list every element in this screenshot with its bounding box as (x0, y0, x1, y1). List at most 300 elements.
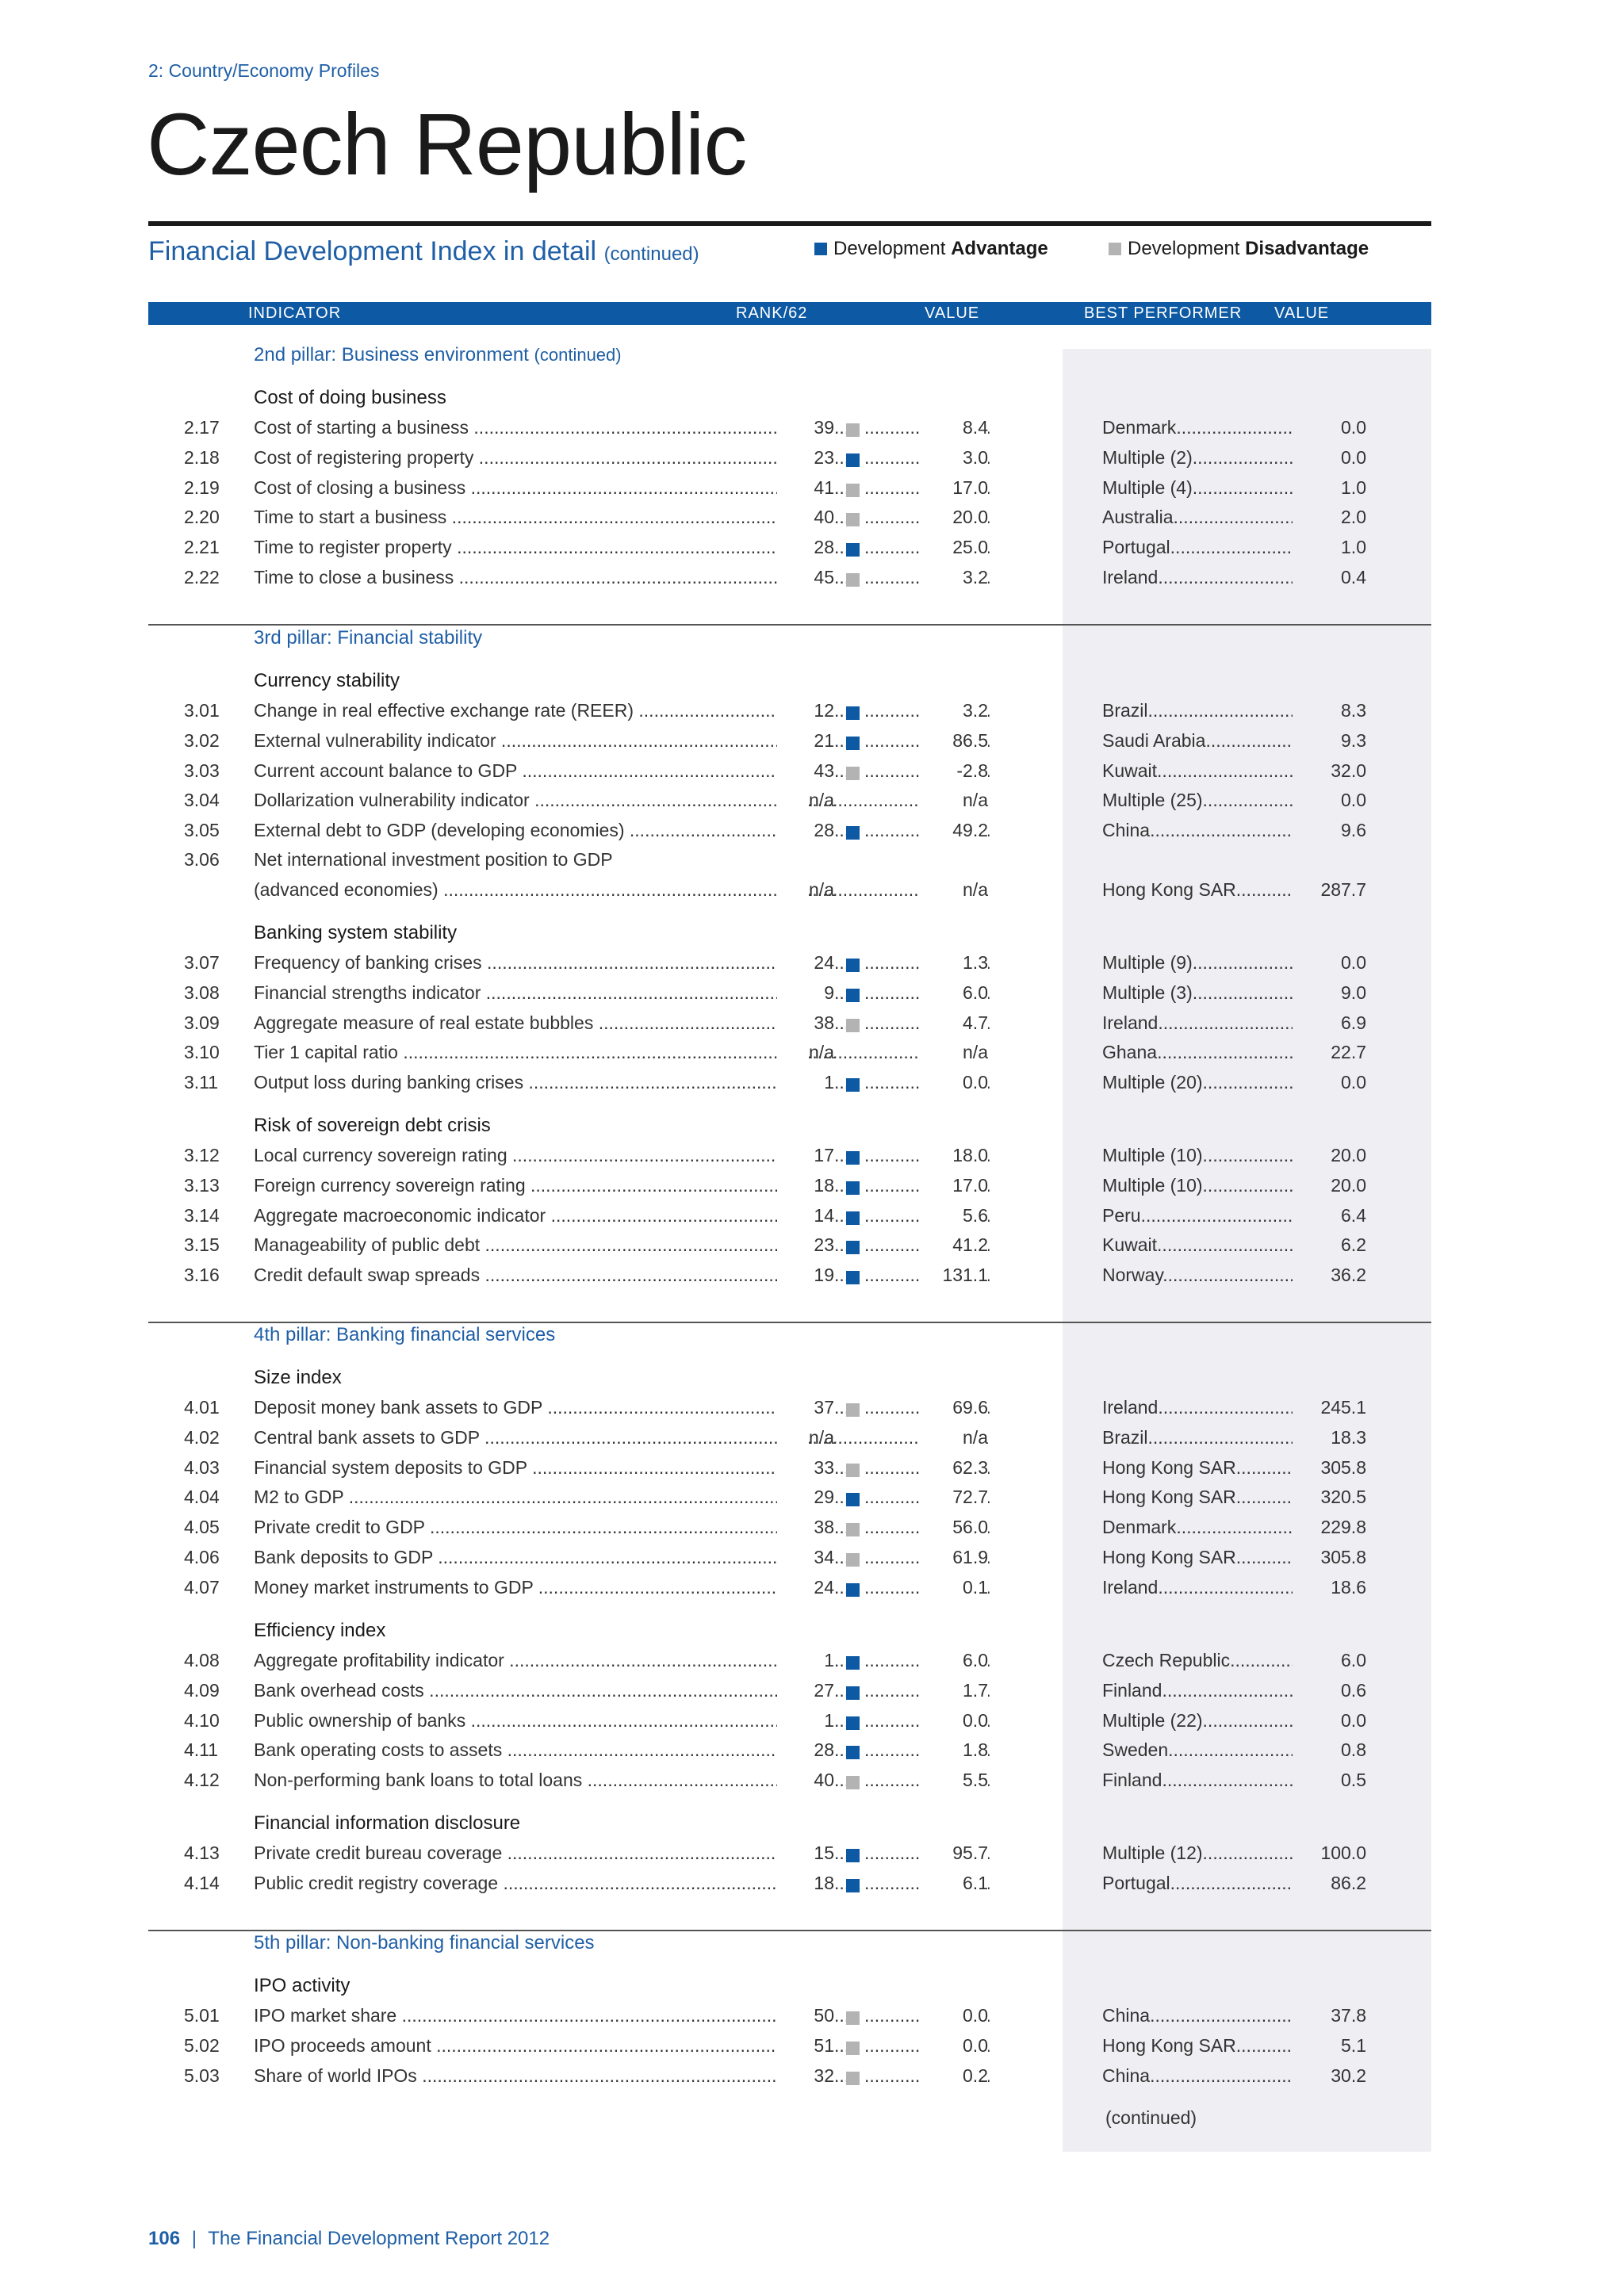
row-dots (834, 1680, 846, 1701)
row-best-performer: Saudi Arabia ..... (1102, 730, 1356, 752)
row-value: 18.0 (920, 1145, 988, 1166)
pillar-title: 4th pillar: Banking financial services (254, 1324, 556, 1345)
row-value: 131.1 (920, 1265, 988, 1286)
row-rank: 17 (777, 1145, 834, 1166)
row-number: 4.13 (184, 1843, 220, 1863)
row-rank: 51 (777, 2035, 834, 2057)
row-best-performer: Denmark ..... (1102, 417, 1356, 438)
row-best-value: 6.4 (1293, 1205, 1366, 1226)
row-value: 5.6 (920, 1205, 988, 1226)
footer-separator: | (191, 2228, 197, 2249)
table-row (0, 760, 1624, 786)
table-row (0, 982, 1624, 1008)
disadvantage-square-icon (846, 1403, 860, 1417)
row-best-value: 1.0 (1293, 477, 1366, 499)
row-number: 4.06 (184, 1547, 220, 1567)
row-number: 2.20 (184, 507, 220, 528)
row-best-performer: Multiple (10) ..... (1102, 1175, 1356, 1196)
row-rank: n/a (777, 790, 834, 811)
row-best-value: 0.0 (1293, 447, 1366, 469)
table-row (0, 1205, 1624, 1230)
row-number: 3.13 (184, 1174, 220, 1196)
row-dots (834, 1012, 846, 1034)
row-indicator: Local currency sovereign rating ..... (254, 1145, 785, 1166)
disadvantage-square-icon (846, 1523, 860, 1536)
row-rank: 40 (777, 507, 834, 528)
row-indicator: Aggregate profitability indicator ..... (254, 1650, 785, 1671)
page-number: 106 (148, 2228, 181, 2249)
row-best-performer: Multiple (4) ..... (1102, 477, 1356, 499)
row-best-value: 0.4 (1293, 567, 1366, 588)
row-best-value: 320.5 (1293, 1487, 1366, 1508)
row-rank: 1 (777, 1072, 834, 1093)
row-indicator: Share of world IPOs ..... (254, 2065, 785, 2087)
index-title-continued: (continued) (603, 243, 699, 265)
row-best-performer: China ..... (1102, 820, 1356, 841)
table-row (0, 1012, 1624, 1038)
row-dots (834, 982, 846, 1004)
row-rank: 9 (777, 982, 834, 1004)
advantage-square-icon (846, 737, 860, 750)
row-value: 6.0 (920, 1650, 988, 1671)
row-best-value: 22.7 (1293, 1042, 1366, 1063)
row-best-performer: China ..... (1102, 2065, 1356, 2087)
row-rank: 1 (777, 1710, 834, 1732)
header-rank: RANK/62 (736, 304, 808, 322)
row-value: 95.7 (920, 1843, 988, 1864)
row-indicator: Bank deposits to GDP ..... (254, 1547, 785, 1568)
advantage-square-icon (846, 1583, 860, 1597)
disadvantage-square-icon (846, 1464, 860, 1477)
disadvantage-square-icon (846, 2042, 860, 2055)
row-indicator: Bank overhead costs ..... (254, 1680, 785, 1701)
row-value: n/a (920, 1042, 988, 1063)
row-indicator: Cost of starting a business ..... (254, 417, 785, 438)
row-indicator: Time to register property ..... (254, 537, 785, 558)
index-title (148, 236, 699, 267)
row-value: 3.2 (920, 700, 988, 721)
row-best-performer: Sweden ..... (1102, 1739, 1356, 1761)
row-best-value: 9.6 (1293, 820, 1366, 841)
header-best-value: VALUE (1274, 304, 1330, 322)
row-value: 0.0 (920, 1072, 988, 1093)
disadvantage-square-icon (846, 1776, 860, 1789)
row-indicator-line1: Net international investment position to GDP (254, 849, 613, 870)
row-indicator: Credit default swap spreads ..... (254, 1265, 785, 1286)
row-rank: 12 (777, 700, 834, 721)
table-row (0, 1547, 1624, 1572)
table-row (0, 730, 1624, 756)
row-rank: 15 (777, 1843, 834, 1864)
row-value: 0.0 (920, 2035, 988, 2057)
row-indicator: IPO market share ..... (254, 2005, 785, 2026)
subsection-title: Currency stability (254, 670, 400, 691)
subsection-title: Cost of doing business (254, 387, 446, 408)
row-indicator: Money market instruments to GDP ..... (254, 1577, 785, 1598)
row-number: 3.06 (184, 849, 220, 870)
row-rank: 18 (777, 1873, 834, 1894)
row-number: 3.03 (184, 760, 220, 781)
row-best-value: 1.0 (1293, 537, 1366, 558)
row-best-performer: Multiple (25) ..... (1102, 790, 1356, 811)
table-row (0, 447, 1624, 473)
table-header (148, 302, 1431, 325)
row-best-performer: Kuwait ..... (1102, 760, 1356, 782)
table-row (0, 1650, 1624, 1675)
row-indicator: Time to start a business ..... (254, 507, 785, 528)
row-number: 5.03 (184, 2064, 220, 2086)
row-best-performer: Multiple (9) ..... (1102, 952, 1356, 974)
row-best-value: 5.1 (1293, 2035, 1366, 2057)
row-dots (834, 507, 846, 528)
row-number: 4.12 (184, 1770, 220, 1791)
row-best-performer: Kuwait ..... (1102, 1234, 1356, 1256)
disadvantage-square-icon (846, 1019, 860, 1032)
table-row (0, 879, 1624, 905)
continued-note: (continued) (1105, 2107, 1197, 2128)
advantage-square-icon (846, 453, 860, 467)
row-dots (834, 2065, 846, 2087)
row-number: 3.04 (184, 790, 220, 811)
row-rank: 24 (777, 1577, 834, 1598)
row-best-value: 2.0 (1293, 507, 1366, 528)
row-number: 3.01 (184, 700, 220, 721)
row-dots (834, 1873, 846, 1894)
pillar-divider (148, 624, 1431, 626)
row-rank: 33 (777, 1457, 834, 1479)
advantage-square-icon (846, 989, 860, 1002)
advantage-square-icon (846, 1849, 860, 1862)
row-value: 69.6 (920, 1397, 988, 1418)
row-best-value: 0.0 (1293, 417, 1366, 438)
row-rank: 1 (777, 1650, 834, 1671)
row-rank: n/a (777, 879, 834, 901)
disadvantage-square-icon (846, 2011, 860, 2025)
legend-disadvantage (1109, 238, 1369, 260)
advantage-square-icon (846, 1181, 860, 1195)
row-best-value: 6.0 (1293, 1650, 1366, 1671)
row-rank: 28 (777, 537, 834, 558)
table-row (0, 820, 1624, 845)
row-best-value: 18.3 (1293, 1427, 1366, 1448)
table-row (0, 1234, 1624, 1260)
table-row (0, 790, 1624, 815)
row-indicator: Public ownership of banks ..... (254, 1710, 785, 1732)
disadvantage-square-icon (846, 513, 860, 526)
row-rank: 27 (777, 1680, 834, 1701)
row-rank: 24 (777, 952, 834, 974)
row-best-performer: Ireland ..... (1102, 567, 1356, 588)
row-indicator: Tier 1 capital ratio ..... (254, 1042, 785, 1063)
country-title: Czech Republic (147, 96, 747, 193)
row-number: 4.08 (184, 1650, 220, 1670)
row-dots (834, 447, 846, 469)
row-rank: 40 (777, 1770, 834, 1791)
legend-disadvantage-bold: Disadvantage (1245, 238, 1369, 259)
row-rank: 38 (777, 1012, 834, 1034)
row-dots (834, 760, 846, 782)
row-best-value: 20.0 (1293, 1145, 1366, 1166)
row-best-value: 32.0 (1293, 760, 1366, 782)
row-best-performer: Portugal ..... (1102, 537, 1356, 558)
row-best-performer: Hong Kong SAR ..... (1102, 1547, 1356, 1568)
row-number: 3.14 (184, 1204, 220, 1226)
table-row (0, 537, 1624, 562)
advantage-square-icon (846, 1686, 860, 1700)
table-row (0, 952, 1624, 978)
table-row (0, 1042, 1624, 1067)
row-dots (834, 567, 846, 588)
row-value: 1.7 (920, 1680, 988, 1701)
row-number: 5.02 (184, 2034, 220, 2056)
row-dots (834, 1072, 846, 1093)
row-indicator: External debt to GDP (developing economies) ..... (254, 820, 785, 841)
row-rank: 39 (777, 417, 834, 438)
row-best-value: 229.8 (1293, 1517, 1366, 1538)
legend-advantage-bold: Advantage (951, 238, 1048, 259)
row-best-value: 305.8 (1293, 1547, 1366, 1568)
pillar-title-continued: (continued) (534, 345, 622, 365)
row-rank: 45 (777, 567, 834, 588)
row-rank: 43 (777, 760, 834, 782)
row-indicator: Bank operating costs to assets ..... (254, 1739, 785, 1761)
row-best-performer: Ireland ..... (1102, 1397, 1356, 1418)
row-value: 56.0 (920, 1517, 988, 1538)
row-indicator: Aggregate measure of real estate bubbles ..... (254, 1012, 785, 1034)
row-dots (834, 1843, 846, 1864)
row-indicator: M2 to GDP ..... (254, 1487, 785, 1508)
row-dots (834, 1234, 846, 1256)
row-value: 0.0 (920, 1710, 988, 1732)
row-indicator: Deposit money bank assets to GDP ..... (254, 1397, 785, 1418)
row-value: 17.0 (920, 1175, 988, 1196)
row-rank: 14 (777, 1205, 834, 1226)
row-number: 3.11 (184, 1072, 219, 1093)
row-rank: 23 (777, 447, 834, 469)
row-best-performer: China ..... (1102, 2005, 1356, 2026)
row-value: n/a (920, 879, 988, 901)
row-rank: 23 (777, 1234, 834, 1256)
row-number: 4.07 (184, 1576, 220, 1598)
row-value: 62.3 (920, 1457, 988, 1479)
row-best-performer: Peru ..... (1102, 1205, 1356, 1226)
row-best-performer: Brazil ..... (1102, 1427, 1356, 1448)
row-best-value: 0.0 (1293, 1072, 1366, 1093)
row-indicator: Non-performing bank loans to total loans ..... (254, 1770, 785, 1791)
row-indicator: (advanced economies) ..... (254, 879, 785, 901)
row-indicator: Cost of registering property ..... (254, 447, 785, 469)
advantage-square-icon (846, 706, 860, 720)
row-dots (834, 537, 846, 558)
row-number: 4.09 (184, 1679, 220, 1701)
row-rank: 18 (777, 1175, 834, 1196)
row-value: 1.8 (920, 1739, 988, 1761)
row-number: 3.08 (184, 982, 220, 1003)
row-dots (834, 417, 846, 438)
pillar-title: 5th pillar: Non-banking financial services (254, 1932, 595, 1954)
row-value: 49.2 (920, 820, 988, 841)
row-best-performer: Brazil ..... (1102, 700, 1356, 721)
row-best-performer: Australia ..... (1102, 507, 1356, 528)
index-title-text: Financial Development Index in detail (148, 236, 597, 266)
row-rank: 28 (777, 1739, 834, 1761)
row-best-value: 0.0 (1293, 1710, 1366, 1732)
pillar-title: 3rd pillar: Financial stability (254, 627, 483, 649)
row-best-value: 0.0 (1293, 952, 1366, 974)
row-value: 17.0 (920, 477, 988, 499)
row-best-performer: Multiple (12) ..... (1102, 1843, 1356, 1864)
row-number: 2.19 (184, 476, 220, 498)
row-best-performer: Denmark ..... (1102, 1517, 1356, 1538)
row-value: n/a (920, 1427, 988, 1448)
row-rank: 50 (777, 2005, 834, 2026)
legend-advantage-prefix: Development (833, 238, 952, 259)
disadvantage-square-icon (846, 484, 860, 497)
row-best-value: 86.2 (1293, 1873, 1366, 1894)
row-indicator: IPO proceeds amount ..... (254, 2035, 785, 2057)
legend-disadvantage-prefix: Development (1128, 238, 1246, 259)
table-row (0, 1843, 1624, 1868)
row-indicator: Cost of closing a business ..... (254, 477, 785, 499)
subsection-title: Efficiency index (254, 1620, 386, 1641)
row-indicator: Manageability of public debt ..... (254, 1234, 785, 1256)
row-dots (834, 477, 846, 499)
row-number: 4.04 (184, 1487, 220, 1508)
row-indicator: Foreign currency sovereign rating ..... (254, 1175, 785, 1196)
row-number: 3.10 (184, 1042, 220, 1063)
row-value: n/a (920, 790, 988, 811)
row-best-value: 0.5 (1293, 1770, 1366, 1791)
row-indicator: Private credit bureau coverage ..... (254, 1843, 785, 1864)
row-dots (834, 1265, 846, 1286)
row-indicator: Current account balance to GDP ..... (254, 760, 785, 782)
row-rank: 38 (777, 1517, 834, 1538)
table-row (0, 1680, 1624, 1705)
table-row (0, 1739, 1624, 1765)
row-indicator: Aggregate macroeconomic indicator ..... (254, 1205, 785, 1226)
row-dots (834, 1397, 846, 1418)
row-value: 41.2 (920, 1234, 988, 1256)
row-best-performer: Multiple (22) ..... (1102, 1710, 1356, 1732)
table-row (0, 1265, 1624, 1290)
row-best-performer: Multiple (10) ..... (1102, 1145, 1356, 1166)
row-value: 25.0 (920, 537, 988, 558)
row-value: 61.9 (920, 1547, 988, 1568)
row-rank: 32 (777, 2065, 834, 2087)
row-rank: 29 (777, 1487, 834, 1508)
header-indicator: INDICATOR (248, 304, 342, 322)
table-row (0, 1397, 1624, 1422)
row-value: 8.4 (920, 417, 988, 438)
row-best-performer: Multiple (20) ..... (1102, 1072, 1356, 1093)
row-dots (834, 1457, 846, 1479)
row-best-performer: Multiple (2) ..... (1102, 447, 1356, 469)
row-value: 3.2 (920, 567, 988, 588)
row-dots (834, 1145, 846, 1166)
row-value: 72.7 (920, 1487, 988, 1508)
row-indicator: Change in real effective exchange rate (REER) ..... (254, 700, 785, 721)
advantage-square-icon (846, 543, 860, 557)
row-best-performer: Ireland ..... (1102, 1577, 1356, 1598)
row-value: 1.3 (920, 952, 988, 974)
row-indicator: External vulnerability indicator ..... (254, 730, 785, 752)
table-row (0, 1487, 1624, 1512)
row-dots (834, 820, 846, 841)
row-number: 4.05 (184, 1517, 220, 1538)
row-best-performer: Hong Kong SAR ..... (1102, 1487, 1356, 1508)
row-number: 3.05 (184, 820, 220, 841)
advantage-square-icon (846, 959, 860, 972)
row-dots (834, 1577, 846, 1598)
row-best-value: 9.0 (1293, 982, 1366, 1004)
advantage-square-icon (846, 1493, 860, 1506)
row-value: -2.8 (920, 760, 988, 782)
row-dots (834, 952, 846, 974)
row-dots (834, 1487, 846, 1508)
advantage-square-icon (846, 826, 860, 840)
table-row (0, 1517, 1624, 1542)
row-rank: n/a (777, 1042, 834, 1063)
row-best-value: 245.1 (1293, 1397, 1366, 1418)
row-indicator: Financial system deposits to GDP ..... (254, 1457, 785, 1479)
report-name: The Financial Development Report 2012 (208, 2228, 550, 2249)
row-best-value: 0.0 (1293, 790, 1366, 811)
row-number: 3.16 (184, 1265, 220, 1286)
row-indicator: Time to close a business ..... (254, 567, 785, 588)
row-best-value: 6.2 (1293, 1234, 1366, 1256)
row-best-value: 30.2 (1293, 2065, 1366, 2087)
row-dots (834, 1770, 846, 1791)
table-row (0, 700, 1624, 725)
row-number: 3.12 (184, 1145, 220, 1165)
disadvantage-square-icon (846, 767, 860, 780)
advantage-square-icon (846, 1211, 860, 1225)
table-row (0, 1427, 1624, 1452)
advantage-square-icon (846, 1716, 860, 1730)
row-rank: 21 (777, 730, 834, 752)
row-value: 0.1 (920, 1577, 988, 1598)
row-best-performer: Ghana ..... (1102, 1042, 1356, 1063)
row-dots (834, 700, 846, 721)
disadvantage-square-icon (846, 573, 860, 587)
header-value: VALUE (925, 304, 980, 322)
row-indicator: Frequency of banking crises ..... (254, 952, 785, 974)
row-best-value: 305.8 (1293, 1457, 1366, 1479)
row-number: 2.22 (184, 567, 220, 587)
row-number: 3.15 (184, 1234, 220, 1256)
row-value: 3.0 (920, 447, 988, 469)
row-value: 4.7 (920, 1012, 988, 1034)
row-value: 6.1 (920, 1873, 988, 1894)
disadvantage-square-icon (1109, 243, 1121, 255)
advantage-square-icon (846, 1241, 860, 1254)
header-best-performer: BEST PERFORMER (1084, 304, 1243, 322)
row-number: 2.17 (184, 417, 220, 438)
row-dots (834, 2005, 846, 2026)
row-dots (834, 1710, 846, 1732)
row-number: 3.02 (184, 729, 220, 751)
pillar-title (254, 344, 622, 366)
row-indicator: Public credit registry coverage ..... (254, 1873, 785, 1894)
row-dots (834, 730, 846, 752)
row-best-performer: Portugal ..... (1102, 1873, 1356, 1894)
row-value: 86.5 (920, 730, 988, 752)
table-row (0, 1457, 1624, 1483)
row-best-value: 0.6 (1293, 1680, 1366, 1701)
row-rank: 28 (777, 820, 834, 841)
advantage-square-icon (846, 1078, 860, 1092)
disadvantage-square-icon (846, 423, 860, 437)
